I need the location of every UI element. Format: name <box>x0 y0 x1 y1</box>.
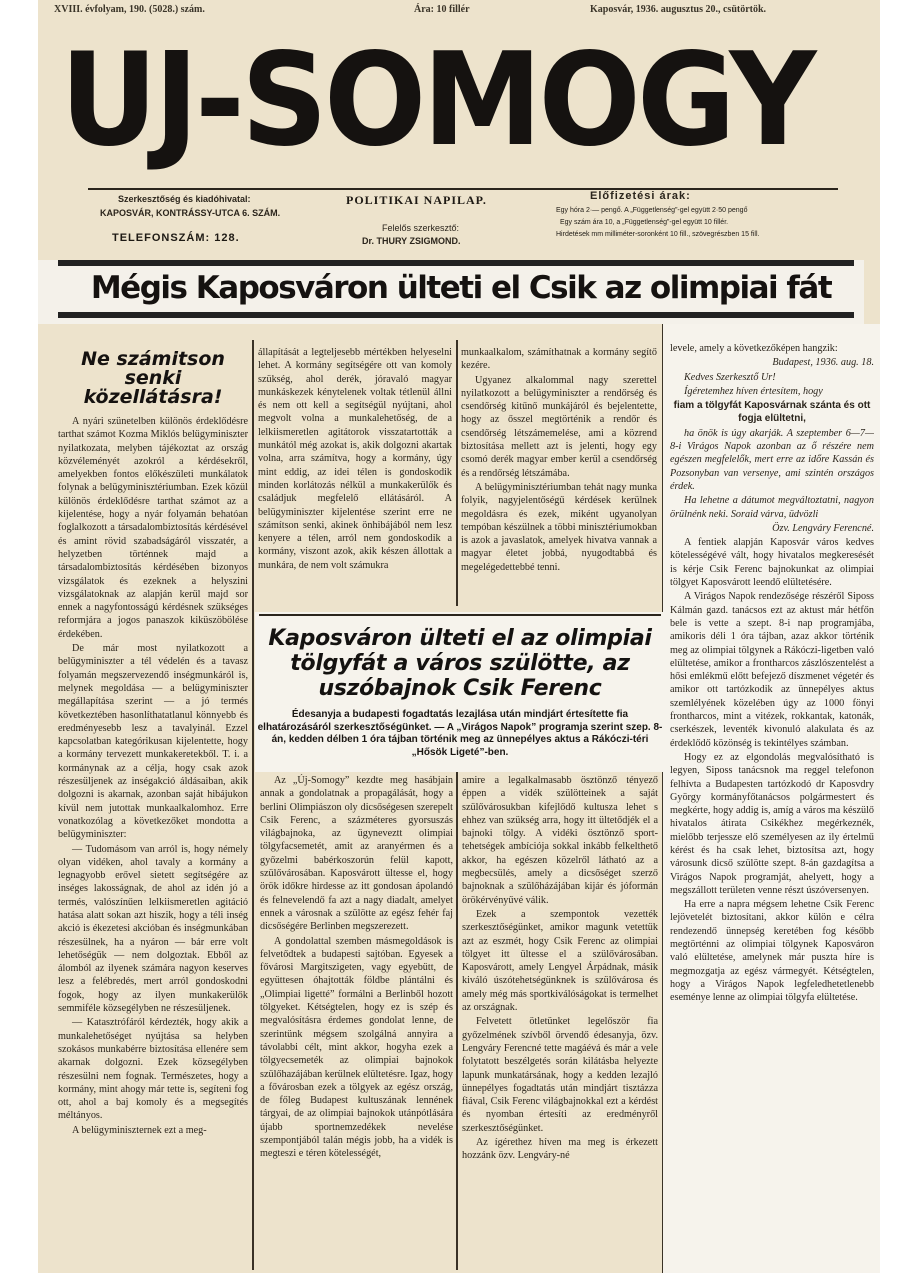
feature-paragraph: Az „Új-Somogy” kezdte meg hasábjain annak a gondolatnak a propagálását, hogy a berlini Olimpiászon oly dicsőségesen szerepelt Csik Ferenc, a százméteres gyorsuszás világbajnoka, az ügyneveztt olimpiai tölgyfacsemetét, amit az aranyérmen és a győzelmi babérkoszorún felül kapott, szülővárosában. Kaposvárott ültesse el, hogy örök időkre hirdesse az itt gondosan ápolandó és felnevelendő fa azt a nagy diadalt, amelyet ennek a városnak a szülötte az egész fehér faj dicsőségére Berlinben megszerezett. <box>260 775 453 933</box>
letter-highlight: fiam a tölgyfát Kaposvárnak szánta és ott fogja elültetni, <box>673 400 871 425</box>
column-rule-3 <box>456 770 458 1270</box>
letter-salutation: Kedves Szerkesztő Ur! <box>684 371 776 383</box>
letter-date: Budapest, 1936. aug. 18. <box>772 357 874 369</box>
right-paragraph: Hogy ez az elgondolás megvalósítható is legyen, Siposs tanácsnok ma reggel telefonon felhívta a Budapesten tartózkodó dr Kaposvdry György kormányfőtanácsos polgármestert és megkérte, hogy addig is, amíg a város ma készülő hivatalos átirata Csikékhez megérkeznék, mielőbb terjessze elő személyesen az ily értelmű kérést és ha csak lehet, biztosítsa azt, hogy városunk dicső szülötte szept. 8-án gazdagítsa a Virágos Napok programját, ahelyett, hogy a megszállott területen venne részt úszóversenyen. <box>670 751 874 896</box>
editorial-address: KAPOSVÁR, KONTRÁSSY-UTCA 6. SZÁM. <box>100 208 281 218</box>
banner-headline-box <box>38 260 864 324</box>
middle-column-continuation <box>258 346 452 608</box>
feature-column-1 <box>260 774 453 1268</box>
column-rule-1 <box>252 340 254 1270</box>
left-paragraph: A nyári szünetelben különös érdeklődésre tarthat számot Kozma Miklós belügyminiszter nyilatkozata, melyben tájékoztat az ország közvéleményét azokról a kérdésekről, amelyekben fontos előkészületi munkálatok folynak a belügyminisztériumban. Ezek közül különös érdeklődésre tarthat számot az a kijelentése, hogy a nyár folyamán behatóan foglalkozott a társadalombiztosítás kérdésével és amint rövid szabadságáról visszatér, a helyzetben történnek majd a társadalombiztosítás kérdésében bizonyos vizsgálatok és ezeknek a helyszini vizsgálatoknak az alapján kerül majd sor ennek a nagyfontosságú kérdésnek szükséges reformjára a jogos panaszok kiküszöbölése érdekében. <box>58 416 248 640</box>
issue-line <box>54 4 860 24</box>
middle-paragraph: Ugyanez alkalommal nagy szerettel nyilatkozott a belügyminiszter a rendőrség és csendőrség kitűnő munkájáról és bejelentette, hogy az ősszel megtörténik a rendőr és csendőrség létszámemelése, ami a közrend biztosítása mellett azt is jelenti, hogy egy csomó derék magyar ember kerül a csendőrség és a rendőrség létszámába. <box>461 374 657 479</box>
feature-paragraph: Felvetett ötletünket legelőször fia győzelmének szívből örvendő édesanyja, özv. Lengváry Ferencné tette magáévá és már a vele folytatott beszélgetés során kilátásba helyezte lapunk munkatársának, hogy a kedden lezajló ünnepélyes fogadtatás után mindjárt tisztázza fiával, Csik Ferenc világbajnokkal ezt a kérdést és nyomban értesíti az eredményről szerkesztőségünket. <box>462 1016 658 1134</box>
feature-headline: Kaposváron ülteti el az olimpiai tölgyfát a város szülötte, az uszóbajnok Csik Ferenc <box>268 626 652 701</box>
banner-top-rule <box>58 260 854 266</box>
issue-number: XVIII. évfolyam, 190. (5028.) szám. <box>54 4 205 15</box>
letter-text: ha önök is úgy akarják. A szeptember 6—7—8-i Virágos Napok azonban az ő részére nem egészen megfelelők, mert erre az időre Kassán és Pozsonyban van versenye, ami szintén országos érdek. <box>670 427 874 492</box>
feature-paragraph: Ezek a szempontok vezették szerkesztőségünket, amikor magunk vetettük azt az eszmét, hogy Csik Ferenc az olimpiai tölgyet itt ültesse el a szülővárosában. Kaposvárott, amely Lengyel Árpádnak, másik kiváló úszótehetségünknek is szülővárosa és amely még más sportkiválóságokat is termelhet az országnak. <box>462 908 658 1014</box>
left-paragraph: De már most nyilatkozott a belügyminiszter a tél védelén és a tavasz folyamán megszervezendő inségmunkáról is, melynek megoldása — a belügyminiszter megállapítása szerint — a jó termés következtében hasonlíthatatlanul könnyebb és eredményesebb lesz a tavalyinál. Ezzel kapcsolatban kategórikusan kijelentette, hogy a kormány tervezett munkakeretekből. T. i. a kormánynak az a célja, hogy csak azok részesüljenek az inségakció áldásaiban, akik dolgozni is akarnak, azonban saját hibájukon kívül nem jutottak munkaalkalomhoz. Erre vonatkozólag a következőket mondotta a belügyminiszter: <box>58 643 248 841</box>
left-paragraph: — Katasztrófáról kérdezték, hogy akik a munkalehetőséget nyújtása sa helyben szokásos munkabérre biztosítása ellenére sem akarnak dolgozni. Ezek közsegélyben részesülni nem fognak. Természetes, hogy a kormány, mint ahogy már tette is, segíteni fog ott, ahol a baj komoly és a megsegítés méltányos. <box>58 1017 248 1122</box>
letter-signature: Özv. Lengváry Ferencné. <box>772 522 874 534</box>
banner-headline: Mégis Kaposváron ülteti el Csik az olimpiai fát <box>90 270 832 306</box>
left-column-headline: Ne számitson senki közellátásra! <box>81 348 225 408</box>
right-paragraph: Ha erre a napra mégsem lehetne Csik Ferenc lejövetelét biztosítani, akkor külön e célra rendezendő ünnepség keretében fog később megtörténni az olimpiai tölgynek Kaposváron való elültetése, amelynek már puszta híre is megmozgatja az egész vármegyét. Kétségtelen, hogy a Virágos Napok legfeledhetetlenebb eseménye lenne az olimpiai tölgyfa elültetése. <box>670 899 874 1004</box>
subscription-line-2: Egy szám ára 10, a „Függetlenség”-gel együtt 10 fillér. <box>560 219 729 226</box>
middle-paragraph: A belügyminisztériumban tehát nagy munka folyik, nagyjelentőségű kérdések kerülnek megoldásra és ezek, miként ugyanolyan tempóban készülnek a többi minisztériumokban is azok a javaslatok, amelyek hivatva vannak a magyar életet jobbá, nyugodtabbá és megelégedettebbé tenni. <box>461 481 657 573</box>
feature-headline-box <box>255 612 665 772</box>
feature-top-rule <box>259 614 661 616</box>
left-column-article <box>58 346 248 1266</box>
editorial-label: Szerkesztőség és kiadóhivatal: <box>118 194 251 204</box>
right-column-article <box>670 342 874 1268</box>
right-paragraph: A fentiek alapján Kaposvár város kedves kötelességévé vált, hogy hivatalos megkeresését is kérje Csik Ferenc bajnokunkat az olimpiai tölgyet Kaposvárott leendő elültetésére. <box>670 537 874 589</box>
banner-bottom-rule <box>58 312 854 318</box>
column-rule-2 <box>456 340 458 606</box>
letter-text: Ígéretemhez híven értesítem, hogy <box>684 385 823 397</box>
masthead-title: UJ-SOMOGY <box>60 26 813 175</box>
editor-label: Felelős szerkesztő: <box>382 223 460 233</box>
letter-intro: levele, amely a következőképen hangzik: <box>670 343 838 354</box>
subscription-label: Előfizetési árak: <box>590 190 691 202</box>
issue-price: Ára: 10 fillér <box>414 4 470 15</box>
subscription-line-3: Hirdetések mm milliméter-soronként 10 fill., szövegrészben 15 fill. <box>556 231 760 238</box>
left-paragraph: — Tudomásom van arról is, hogy némely olyan vidéken, ahol tavaly a kormány a legnagyobb erővel sietett segítségére az inséges lakosságnak, de ahol az idén jó a termés, valószínűen lelkiismeretlen agitáció hatása alatt sokan azt hiszik, hogy a téli inség akció is ékezetesi akcióban és inségmunkában részesülnek, ha a nyáron — bár erre volt lehetőségük — nem dolgoztak. Ebből az álomból az ilyenek számára nagyon keserves lesz a felébredés, mert arról gondoskodni fogok, hogy az ilyen munkakerülők semmiféle közsegélyben ne részesüljenek. <box>58 843 248 1015</box>
feature-column-2 <box>462 774 658 1268</box>
letter-text: Ha lehetne a dátumot megváltoztatni, nagyon örülnénk neki. Soraid várva, üdvözli <box>670 495 874 520</box>
feature-paragraph: Az ígérethez híven ma meg is érkezett hozzánk özv. Lengváry-né <box>462 1137 658 1162</box>
middle-column-b <box>461 346 657 608</box>
editor-name: Dr. THURY ZSIGMOND. <box>362 236 461 246</box>
masthead-rule <box>88 188 838 190</box>
left-paragraph: A belügyminiszternek ezt a meg- <box>72 1124 207 1136</box>
feature-paragraph: A gondolattal szemben másmegoldások is felvetődtek a budapesti sajtóban. Egyesek a fővárosi Margitszigeten, vagy egyebütt, de együttesen óhajtották földbe plántálni és „Olimpiai ligetté” formálni a Berlinből hozott tölgyeket. Kétségtelen, hogy ez is szép és megvalósításra érdemes gondolat lenne, de szerintünk mégsem szolgálná annyira a távolabbi célt, mint akkor, hogyha ezek a tölgyecsemeték az olimpiai bajnokok szülőhazájában kerülnek elültetésre. Igaz, hogy a fővárosban ezek a tölgyek az egész ország, de főleg Budapest kultuszának lennének tárgyai, de az olimpiai bajnokok utánpótlására újabb sportnemzedékek nevelése szempontjából talán mégis jobb, ha a vidék is megteszi e téren kötelességét, <box>260 935 453 1160</box>
right-paragraph: A Virágos Napok rendezősége részéről Siposs Kálmán gazd. tanácsos ezt az aktust már hétfőn bele is vette a szept. 8-i nap programjába, amikoris déli 1 óra tájban, azaz akkor történik meg az olimpiai tölgynek a Rákóczi-ligetben való elültetése, amikor a frontharcos zászlószentelést a hősi emlékmű előtt befejező díszmenet végetér és amikor ott tartózkodik az ünnepélyes aktus szemlélyének közelében úgy az 1000 fönyi frontharcos, mint a vitézek, rokkantak, katonák, cserkészek, leventék kivonuló alakulata és az érdeklődő közönség is tekintélyes számban. <box>670 591 874 749</box>
paper-subtitle: POLITIKAI NAPILAP. <box>346 193 487 207</box>
feature-paragraph: amire a legalkalmasabb ösztönző tényező éppen a vidék szülötteinek a saját szülővárosukban kifejlődő kultusza lehet s ehhez van szükség arra, hogy itt ültetődjék el a bajnoki tölgy. A vidéki ösztönző sport-tehetségek ambíciója sokkal inkább felkelthető akkor, ha egészen közelről látható az a megbecsülés, amely a dicsőséget szerző bajnoknak a szülőházájában kijár és jóformán örökérvényűvé válik. <box>462 775 658 906</box>
issue-date: Kaposvár, 1936. augusztus 20., csütörtök. <box>590 4 767 15</box>
middle-paragraph: állapítását a legteljesebb mértékben helyeselni lehet. A kormány segítségére ott van komoly szükség, ahol derék, jóravaló magyar munkáskezek kénytelenek voltak tétlenül állni és nem ott kell a segítségül nyújtani, ahol megvolt volna a munkalehetőség, de a lelkiismeretlen agitátorok visszatartották a munkától még azokat is, akik dolgozni akartak volna, arra számítva, hogy a kormány, úgy mint eddig, az idei télen is gondoskodik minden korlátozás nélkül a munkakerülők és családjuk megfelelő ellátásáról. A belügyminiszter kijelentése szerint erre ne számítson senki, akinek önhibájából nem lesz kenyere a télen, arról nem gondoskodik a kormány, viszont azok, akik készen állottak a munkára, de nem volt számukra <box>258 347 452 571</box>
phone-number: TELEFONSZÁM: 128. <box>112 232 240 244</box>
subscription-line-1: Egy hóra 2·— pengő. A „Függetlenség”-gel együtt 2·50 pengő <box>556 207 748 214</box>
feature-lead: Édesanyja a budapesti fogadtatás lezajlása után mindjárt értesítette fia elhatározásáról szerkesztőségünket. — A „Virágos Napok” programja szerint szep. 8-án, kedden délben 1 óra tájban történik meg az ünnepélyes aktus a Rákóczi-téri „Hősök Ligeté”-ben. <box>257 709 663 758</box>
middle-paragraph: munkaalkalom, számíthatnak a kormány segítő kezére. <box>461 347 657 372</box>
